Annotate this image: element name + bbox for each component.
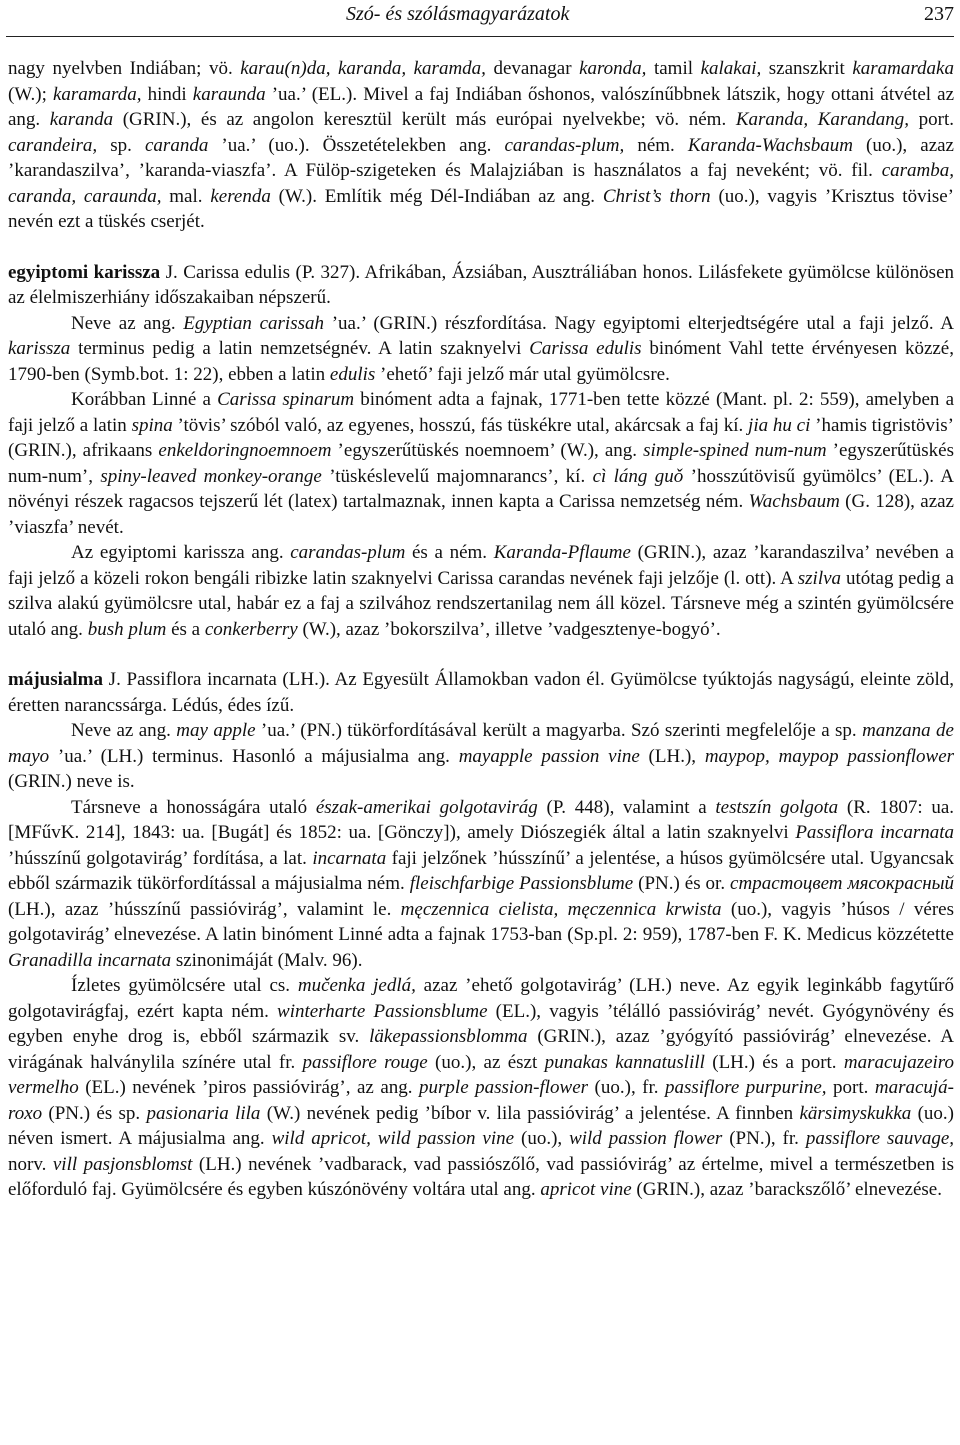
italic-term: karanda [49, 109, 114, 130]
italic-term: karau(n)da, karanda, karamda, [240, 58, 486, 79]
italic-term: läkepassionsblomma [369, 1026, 528, 1047]
text-run: ném. [624, 134, 688, 156]
italic-term: Wachsbaum [748, 491, 840, 512]
text-run: Ízletes gyümölcsére utal cs. [71, 975, 298, 996]
italic-term: karonda, [579, 58, 647, 79]
text-run: port. [826, 1077, 875, 1098]
italic-term: punakas kannatuslill [544, 1051, 705, 1073]
italic-term: enkeldoringnoemnoem [158, 440, 332, 461]
text-run: (W.) nevének pedig ’bíbor v. lila passióvirág’ a jelentése. A finnben [260, 1102, 800, 1124]
text-run: és a ném. [405, 542, 494, 563]
italic-term: Karanda, Karandang, [735, 109, 910, 130]
text-run: (GRIN.), azaz ’karandaszilva’ nevében a faji jelző a közeli rokon bengáli ribizke latin szaknyelvi Carissa carandas nevének faji jelzője (l. ott). A [8, 542, 954, 589]
italic-term: spina [131, 414, 173, 436]
italic-term: karamarda, [52, 83, 142, 105]
italic-term: Carissa spinarum [217, 389, 355, 410]
text-run: (GRIN.), azaz ’barackszőlő’ elnevezése. [631, 1179, 942, 1200]
italic-term: Granadilla incarnata [8, 949, 172, 971]
text-run: norv. [8, 1153, 53, 1175]
paragraph-p6 [8, 667, 954, 718]
text-run: (uo.), [514, 1128, 570, 1149]
text-run: ’tüskéslevelű majomnarancs’, kí. [321, 465, 593, 487]
italic-term: carandas-plum [290, 542, 406, 563]
text-run: (R. 1807: ua. [MFűvK. 214], 1843: ua. [Bugát] és 1852: ua. [Gönczy]), amely Diószegiék által a latin szaknyelvi [8, 796, 955, 843]
italic-term: caranda [145, 134, 209, 156]
text-run: (uo.), fr. [588, 1077, 666, 1098]
text-run: ’ehető’ faji jelző már utal gyümölcsre. [375, 363, 670, 385]
italic-term: spiny-leaved monkey-orange [100, 465, 322, 487]
text-run: tamil [646, 58, 701, 79]
text-run: binóment Vahl tette érvényesen közzé, 1790-ben (Symb.bot. 1: 22), ebben a latin [8, 338, 954, 385]
text-run: (GRIN.), és az angolon keresztül került más európai nyelvekbe; vö. ném. [113, 109, 736, 130]
paragraph-p1 [8, 56, 954, 235]
italic-term: észak-amerikai golgotavirág [315, 796, 538, 818]
italic-term: męczennica cielista, męczennica krwista [400, 898, 722, 920]
text-run: hindi [141, 83, 193, 105]
text-run: (P. 448), valamint a [537, 796, 716, 818]
italic-term: manzana de mayo [8, 720, 954, 767]
paragraph-p4 [8, 387, 954, 540]
text-run: faji jelzőnek ’hússzínű’ a jelentése, a húsos gyümölcsére utal. Ugyancsak ebből származik tükörfordítással a májusialma ném. [8, 847, 954, 894]
text-run: azaz ’ehető golgotavirág’ (LH.) neve. Az egyik leginkább fagytűrő golgotavirágfaj, ezért kapta ném. [8, 975, 954, 1022]
text-run: (uo.), vagyis ’Krisztus tövise’ nevén ezt a tüskés cserjét. [8, 185, 955, 232]
italic-term: karissza [8, 338, 71, 359]
text-run: utótag pedig a szilva alakú gyümölcsre utal, habár ez a faj a szilvához rendszertanilag nem áll közel. Társneve még a szintén gyümölcsére utaló ang. [8, 567, 954, 640]
italic-term: carandeira, [8, 134, 98, 156]
italic-term: fleischfarbige Passionsblume [409, 873, 634, 894]
text-run: sp. [97, 134, 145, 156]
italic-term: karamardaka [852, 58, 954, 79]
text-run: (LH.), azaz ’hússzínű passióvirág’, valamint le. [8, 898, 401, 920]
italic-term: passiflore rouge [302, 1051, 428, 1073]
page-body [8, 56, 954, 1203]
text-run: ’ua.’ (PN.) tükörfordításával került a magyarba. Szó szerinti megfelelője a sp. [255, 720, 863, 741]
text-run: (PN.) és sp. [42, 1102, 147, 1124]
paragraph-p2 [8, 260, 954, 311]
text-run: (PN.), fr. [722, 1128, 806, 1149]
text-run: és a [166, 618, 205, 640]
text-run: (W.). Említik még Dél-Indiában az ang. [270, 185, 603, 207]
text-run: (GRIN.), azaz ’gyógyító passióvirág’ elnevezése. A virágának halványlila színére utal fr. [8, 1026, 954, 1073]
text-run: (LH.) nevének ’vadbarack, vad passiószőlő, vad passióvirág’ az értelme, mivel a természetben is előforduló faj. Gyümölcsére és egyben kúszónövény voltára utal ang. [8, 1153, 955, 1200]
paragraph-p3 [8, 311, 954, 388]
italic-term: jia hu ci [748, 414, 811, 436]
header-rule [6, 36, 954, 37]
italic-term: mayapple passion vine [458, 745, 640, 767]
text-run: J. Carissa edulis (P. 327). Afrikában, Ázsiában, Ausztráliában honos. Lilásfekete gyümölcse különösen az élelmiszerhiány időszakaiban népszerű. [8, 261, 954, 308]
italic-term: kärsimyskukka [799, 1102, 912, 1124]
text-run: (W.); [8, 83, 53, 105]
italic-term: winterharte Passionsblume [277, 1000, 488, 1022]
italic-term: Christ’s thorn [602, 185, 711, 207]
text-run: Neve az ang. [71, 312, 184, 334]
text-run: szanszkrit [761, 58, 853, 79]
text-run: ’tövis’ szóból való, az egyenes, hosszú, fás tüskékre utal, akárcsak a faj kí. [172, 414, 749, 436]
text-run: Társneve a honosságára utaló [71, 796, 316, 818]
entry-headword: májusialma [8, 669, 103, 690]
text-run: (uo.), az észt [427, 1051, 545, 1073]
text-run: (LH.), [639, 745, 705, 767]
text-run: ’hússzínű golgotavirág’ fordítása, a lat. [8, 847, 313, 869]
page-header [0, 0, 960, 34]
italic-term: karaunda [192, 83, 266, 105]
italic-term: kerenda [210, 185, 271, 207]
italic-term: simple-spined num-num [643, 440, 827, 461]
italic-term: testszín golgota [715, 796, 839, 818]
text-run: (uo.) néven ismert. A májusialma ang. [8, 1102, 954, 1149]
italic-term: cì láng guǒ [592, 465, 684, 487]
italic-term: maypop, maypop passionflower [704, 745, 955, 767]
italic-term: Karanda-Pflaume [493, 542, 631, 563]
text-run: (uo.), azaz ’karandaszilva’, ’karanda-viaszfa’. A Fülöp-szigeteken és Malajziában is használatos a faj neveként; vö. fil. [8, 134, 954, 181]
text-run: (EL.) nevének ’piros passióvirág’, az ang. [78, 1077, 420, 1098]
italic-term: edulis [329, 363, 376, 385]
text-run: ’egyszerűtüskés num-num’, [8, 440, 954, 487]
italic-term: passiflore purpurine, [665, 1077, 827, 1098]
italic-term: bush plum [87, 618, 167, 640]
text-run: ’hamis tigristövis’ (GRIN.), afrikaans [8, 414, 954, 461]
italic-term: mučenka jedlá, [297, 975, 416, 996]
italic-term: carandas-plum, [504, 134, 625, 156]
italic-term: wild apricot, wild passion vine [271, 1128, 515, 1149]
italic-term: conkerberry [204, 618, 298, 640]
paragraph-p8 [8, 795, 954, 974]
text-run: ’ua.’ (LH.) terminus. Hasonló a májusialma ang. [49, 745, 459, 767]
italic-term: Carissa edulis [529, 338, 642, 359]
text-run: (uo.), vagyis ’húsos / véres golgotavirág’ elnevezése. A latin binóment Linné adta a fajnak 1753-ban (Sp.pl. 2: 959), 1787-ben F. K. Medicus közzétette [8, 898, 954, 945]
text-run: (GRIN.) neve is. [8, 771, 135, 792]
italic-term: vill pasjonsblomst [52, 1153, 193, 1175]
text-run: binóment adta a fajnak, 1771-ben tette közzé (Mant. pl. 2: 559), amelyben a faji jelző a latin [8, 389, 954, 436]
italic-term: maracujazeiro vermelho [8, 1051, 954, 1098]
italic-term: pasionaria lila [146, 1102, 261, 1124]
italic-term: Egyptian carissah [183, 312, 324, 334]
italic-term: passiflore sauvage, [805, 1128, 955, 1149]
text-run: (PN.) és or. [633, 873, 731, 894]
text-run: terminus pedig a latin nemzetségnév. A latin szaknyelvi [70, 338, 530, 359]
text-run: J. Passiflora incarnata (LH.). Az Egyesült Államokban vadon él. Gyümölcse tyúktojás nagyságú, eleinte zöld, éretten narancssárga. Lédús, édes ízű. [8, 669, 954, 716]
paragraph-p9 [8, 973, 954, 1203]
text-run: (LH.) és a port. [704, 1051, 844, 1073]
text-run: nagy nyelvben Indiában; vö. [8, 58, 241, 79]
italic-term: kalakai, [700, 58, 762, 79]
text-run: Az egyiptomi karissza ang. [71, 542, 291, 563]
running-title: Szó- és szólásmagyarázatok [346, 3, 570, 25]
text-run: (W.), azaz ’bokorszilva’, illetve ’vadgesztenye-bogyó’. [297, 618, 721, 640]
italic-term: Karanda-Wachsbaum [687, 134, 853, 156]
text-run: ’hosszútövisű gyümölcs’ (EL.). A növényi részek ragacsos tejszerű lét (latex) tartalmaznak, innen kapta a Carissa nemzetség ném. [8, 465, 955, 512]
text-run: Neve az ang. [71, 720, 177, 741]
text-run: Korábban Linné a [71, 389, 218, 410]
text-run: port. [909, 109, 954, 130]
page-number: 237 [924, 3, 954, 25]
italic-term: may apple [176, 720, 256, 741]
paragraph-p5 [8, 540, 954, 642]
text-run: ’egyszerűtüskés noemnoem’ (W.), ang. [331, 440, 644, 461]
italic-term: Passiflora incarnata [795, 822, 954, 843]
entry-headword: egyiptomi karissza [8, 261, 161, 283]
italic-term: wild passion flower [569, 1128, 723, 1149]
text-run: mal. [161, 185, 211, 207]
text-run: (G. 128), azaz ’viaszfa’ nevét. [8, 491, 954, 538]
text-run: ’ua.’ (GRIN.) részfordítása. Nagy egyiptomi elterjedtségére utal a faji jelző. A [324, 312, 954, 334]
italic-term: maracujá-roxo [8, 1077, 954, 1124]
italic-term: purple passion-flower [419, 1077, 589, 1098]
paragraph-p7 [8, 718, 954, 795]
text-run: ’ua.’ (uo.). Összetételekben ang. [208, 134, 505, 156]
italic-term: incarnata [312, 847, 387, 869]
text-run: devanagar [485, 58, 580, 79]
italic-term: страстоцвет мясокрасный [730, 873, 954, 894]
italic-term: apricot vine [540, 1179, 632, 1200]
text-run: szinonimáját (Malv. 96). [171, 949, 363, 971]
text-run: ’ua.’ (EL.). Mivel a faj Indiában őshonos, valószínűbbnek látszik, hogy ottani átvétel az ang. [8, 83, 955, 130]
italic-term: szilva [797, 567, 842, 589]
italic-term: caramba, caranda, caraunda, [8, 160, 954, 207]
text-run: (EL.), vagyis ’télálló passióvirág’ nevét. Gyógynövény és egyben enyhe drog is, ebből származik sv. [8, 1000, 954, 1047]
